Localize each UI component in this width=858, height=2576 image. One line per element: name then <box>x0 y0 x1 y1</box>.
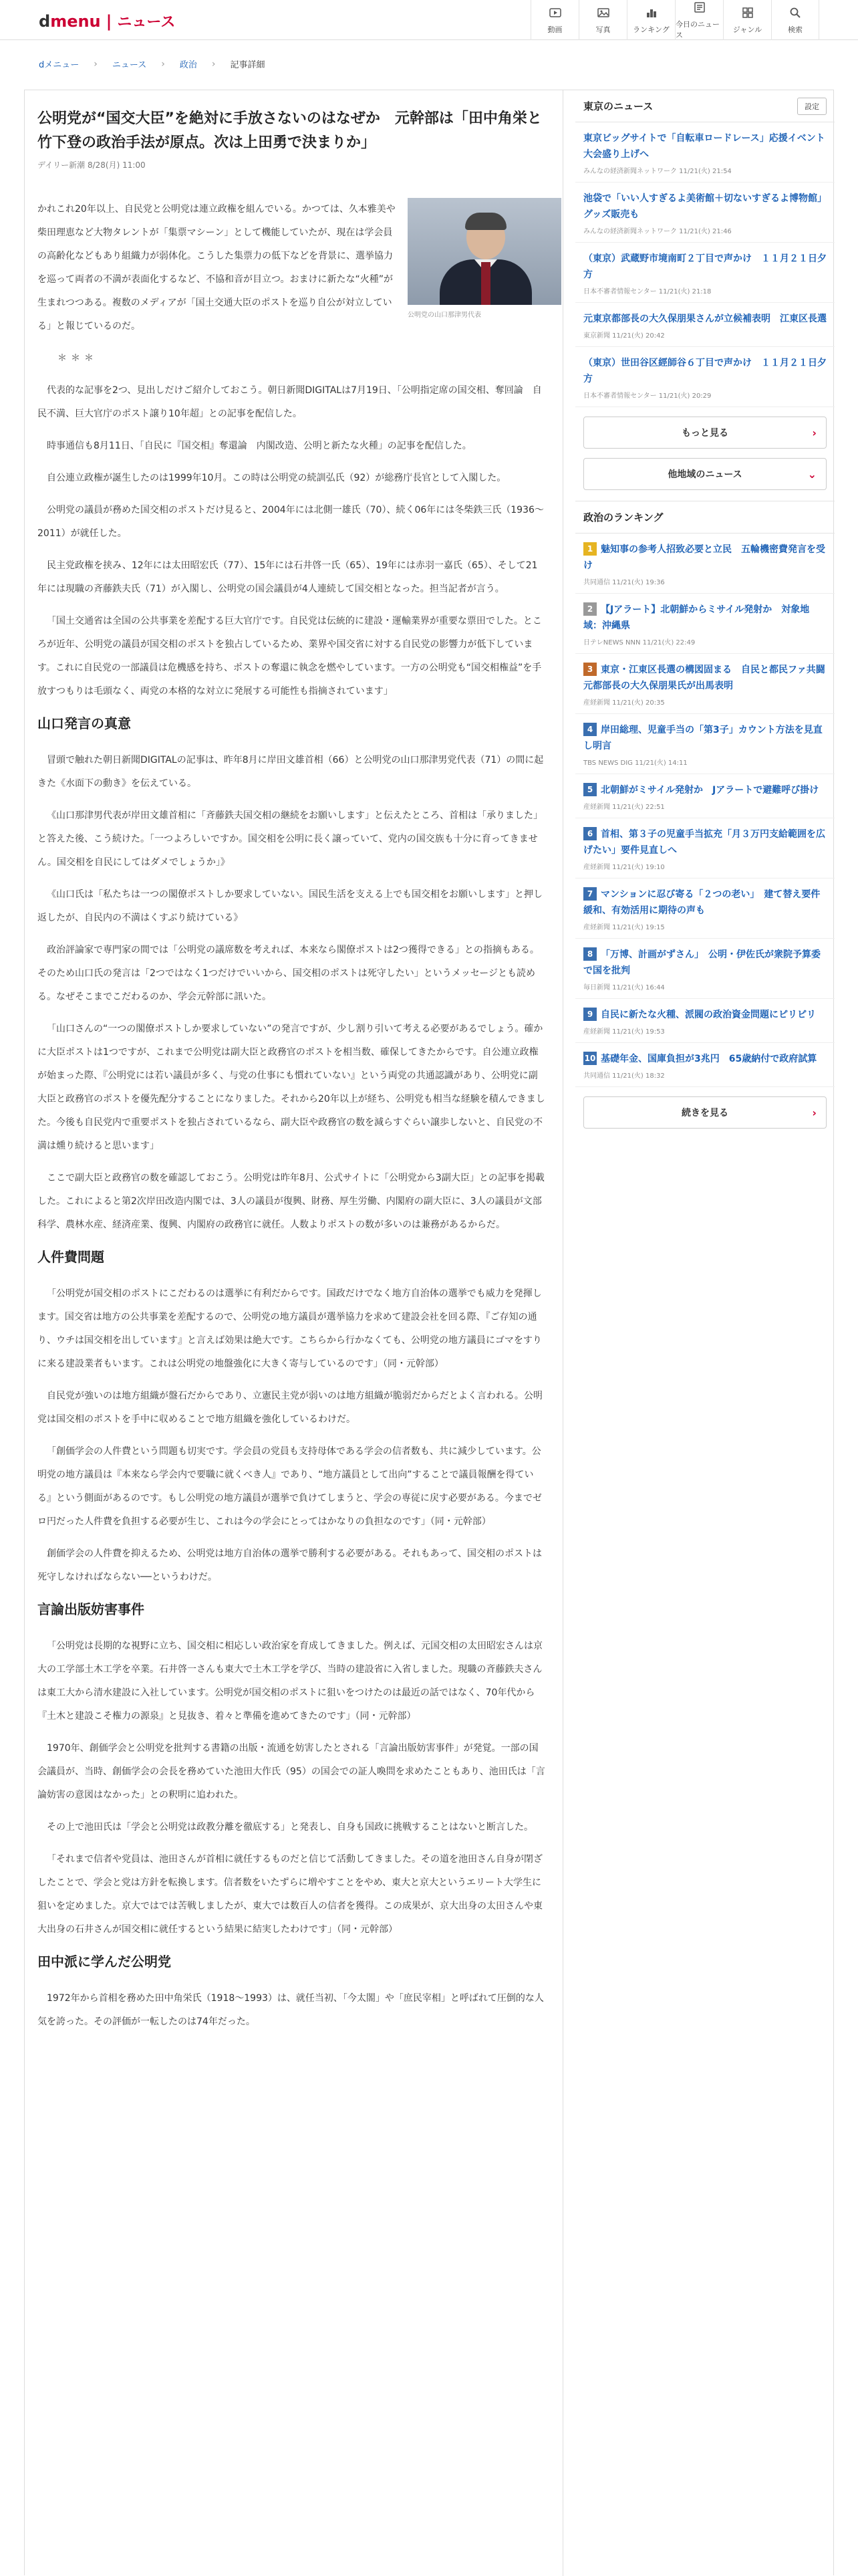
article-paragraph: 1970年、創価学会と公明党を批判する書籍の出版・流通を妨害したとされる「言論出版妨害事件」が発覚。一部の国会議員が、当時、創価学会の会長を務めていた池田大作氏（95）の国会での証人喚問を求めたこともあり、池田氏は「言論妨害の意図はなかった」との釈明に追われた。 <box>37 1743 545 1800</box>
rank-badge: 6 <box>583 827 597 840</box>
news-list-item[interactable] <box>575 347 835 407</box>
article-body <box>37 198 545 2042</box>
nav-label: ランキング <box>633 25 670 34</box>
nav-label: 検索 <box>788 25 803 34</box>
chevron-right-icon: › <box>211 58 216 70</box>
more-news-label: もっと見る <box>682 428 728 439</box>
section-heading: 山口発言の真意 <box>37 715 131 731</box>
ranking-item-title: 東京・江東区長選の構図固まる 自民と都民ファ共闘 元都部長の大久保朋果氏が出馬表明 <box>583 665 835 691</box>
logo-separator: | <box>106 12 112 31</box>
breadcrumb <box>39 57 265 70</box>
video-icon <box>549 6 562 24</box>
article-paragraph: 「山口さんの“一つの閣僚ポストしか要求していない”の発言ですが、少し割り引いて考える必要があるでしょう。確かに大臣ポストは1つですが、これまで公明党は副大臣と政務官のポストを相当数、確保してきたからです。自公連立政権が始まった際、『公明党には若い議員が多く、与党の仕事にも慣れていない』という両党の共通認識があり、公明党に副大臣と政務官のポストを優先配分することになりました。それから20年以上が経ち、公明党も相当な経験を積んできました。今後も自民党内で重要ポストを独占されているなら、副大臣や政務官の数を減らすぐらい譲歩しないと、自民党の不満は燻り続けると思います」 <box>37 1024 545 1151</box>
site-header <box>0 0 858 40</box>
ranking-item-title-row <box>583 602 827 634</box>
ranking-item-title: 岸田総理、児童手当の「第3子」カウント方法を見直し明言 <box>583 725 823 751</box>
breadcrumb-item: 記事詳細 <box>230 60 265 70</box>
breadcrumb-item[interactable]: ニュース <box>112 60 147 70</box>
ranking-item-title: 【Jアラート】北朝鮮からミサイル発射か 対象地域：沖縄県 <box>583 604 810 631</box>
news-list-item[interactable] <box>575 243 835 303</box>
photo-caption: 公明党の山口那津男代表 <box>408 312 481 319</box>
nav-label: ジャンル <box>732 25 762 34</box>
chevron-right-icon: › <box>812 426 817 439</box>
ranking-item-meta: 共同通信 11/21(火) 18:32 <box>583 1072 665 1080</box>
article-paragraph: かれこれ20年以上、自民党と公明党は連立政権を組んでいる。かつては、久本雅美や柴田理恵など大物タレントが「集票マシーン」として機能していたが、現在は学会員の高齢化などもあり組織力が弱体化。こうした集票力の低下などを背景に、選挙協力を巡って両者の不満が表面化するなど、不協和音が目立つ。おまけに新たな“火種”が生まれつつある。複数のメディアが「国土交通大臣のポストを巡り自公が対立している」と報じているのだ。 <box>37 204 396 332</box>
ranking-item-title: 魅知事の参考人招致必要と立民 五輪機密費発言を受け <box>583 544 825 571</box>
chevron-down-icon: ⌄ <box>807 467 817 481</box>
ranking-item[interactable] <box>575 1043 835 1087</box>
article-paragraph: ＊＊＊ <box>57 353 98 364</box>
news-item-title: （東京）武蔵野市境南町２丁目で声かけ １１月２１日夕方 <box>583 253 827 280</box>
rank-badge: 7 <box>583 887 597 901</box>
ranking-item-title: 首相、第３子の児童手当拡充「月３万円支給範囲を広げたい」要件見直しへ <box>583 829 825 856</box>
more-news-button[interactable] <box>583 417 827 449</box>
nav-genre[interactable] <box>723 0 771 40</box>
ranking-item[interactable] <box>575 534 835 594</box>
nav-video[interactable] <box>531 0 579 40</box>
ranking-list <box>575 534 835 1087</box>
rank-badge: 8 <box>583 947 597 961</box>
ranking-item-meta: 産経新聞 11/21(火) 19:10 <box>583 864 665 871</box>
sidebar <box>575 90 835 1129</box>
article-paragraph: 民主党政権を挟み、12年には太田昭宏氏（77）、15年には石井啓一氏（65）、19年には赤羽一嘉氏（65）、そして21年には現職の斉藤鉄夫氏（71）が入閣し、公明党の国会議員が4人連続して国交相となった。担当記者が言う。 <box>37 560 538 594</box>
ranking-item-meta: 産経新聞 11/21(火) 19:53 <box>583 1028 665 1036</box>
tokyo-news-header <box>575 90 835 122</box>
chevron-right-icon: › <box>94 58 98 70</box>
news-item-title: 元東京都部長の大久保朋果さんが立候補表明 江東区長選 <box>583 314 827 324</box>
ranking-item[interactable] <box>575 654 835 714</box>
ranking-item-title-row <box>583 826 827 858</box>
breadcrumb-item[interactable]: dメニュー <box>39 60 80 70</box>
section-heading: 田中派に学んだ公明党 <box>37 1954 171 1970</box>
article-paragraph: 創価学会の人件費を抑えるため、公明党は地方自治体の選挙で勝利する必要がある。それもあって、国交相のポストは死守しなければならない──というわけだ。 <box>37 1548 543 1583</box>
ranking-item[interactable] <box>575 714 835 774</box>
article-paragraph: 《山口那津男代表が岸田文雄首相に「斉藤鉄夫国交相の継続をお願いします」と伝えたところ、首相は「承りました」と答えた後、こう続けた。「一つよろしいですか。国交相を公明に長く譲っていて、党内の国交族も十分に育ってきません。国交相を自民にしてはダメでしょうか」》 <box>37 810 543 868</box>
nav-ranking[interactable] <box>627 0 675 40</box>
ranking-item[interactable] <box>575 594 835 654</box>
section-heading: 人件費問題 <box>37 1249 104 1265</box>
article-paragraph: 政治評論家で専門家の間では「公明党の議席数を考えれば、本来なら閣僚ポストは2つ獲得できる」との指摘もある。そのため山口氏の発言は「2つではなく1つだけでいいから、国交相のポストは死守したい」というメッセージとも読める。なぜそこまでこだわるのか、学会元幹部に訊いた。 <box>37 945 539 1002</box>
ranking-item-title-row <box>583 1007 827 1023</box>
dmenu-news-logo[interactable] <box>39 11 175 31</box>
ranking-item-title-row <box>583 1051 827 1067</box>
article-paragraph: 時事通信も8月11日、「自民に『国交相』奪還論 内閣改造、公明と新たな火種」の記事を配信した。 <box>47 441 472 451</box>
ranking-item-title-row <box>583 722 827 754</box>
ranking-item-meta: 共同通信 11/21(火) 19:36 <box>583 579 665 586</box>
tokyo-news-heading: 東京のニュース <box>583 100 654 112</box>
ranking-icon <box>645 6 658 24</box>
logo-news: ニュース <box>117 14 176 31</box>
ranking-item-meta: 産経新聞 11/21(火) 19:15 <box>583 924 665 931</box>
article-paragraph: 公明党の議員が務めた国交相のポストだけ見ると、2004年には北側一雄氏（70）、続く06年には冬柴鉄三氏（1936〜2011）が就任した。 <box>37 505 544 539</box>
photo-icon <box>597 6 610 24</box>
ranking-item-meta: TBS NEWS DIG 11/21(火) 14:11 <box>583 759 688 767</box>
news-item-meta: 日本不審者情報センター 11/21(火) 20:29 <box>583 392 712 400</box>
ranking-item[interactable] <box>575 818 835 879</box>
genre-icon <box>741 6 754 24</box>
other-region-label: 他地域のニュース <box>668 469 742 480</box>
rank-badge: 5 <box>583 783 597 796</box>
article-paragraph: 「それまで信者や党員は、池田さんが首相に就任するものだと信じて活動してきました。その道を池田さん自身が閉ざしたことで、学会と党は方針を転換します。信者数をいたずらに増やすことをやめ、東大と京大というエリート大学生に狙いを定めました。京大ではでは苦戦しましたが、東大では数百人の信者を獲得。この成果が、京大出身の太田さんや東大出身の石井さんが国交相に就任するという結果に結実したわけです」（同・元幹部） <box>37 1854 543 1935</box>
article-paragraph: その上で池田氏は「学会と公明党は政教分離を徹底する」と発表し、自身も国政に挑戦することはないと断言した。 <box>47 1822 533 1833</box>
chevron-right-icon: › <box>812 1106 817 1119</box>
rank-badge: 3 <box>583 663 597 676</box>
ranking-item-title: 「万博、計画がずさん」 公明・伊佐氏が衆院予算委で国を批判 <box>583 949 821 976</box>
global-nav <box>531 0 819 40</box>
logo-d: d <box>39 12 51 31</box>
news-item-title: （東京）世田谷区經師谷６丁目で声かけ １１月２１日夕方 <box>583 358 827 384</box>
ranking-item-title-row <box>583 887 827 919</box>
article-paragraph: 自公連立政権が誕生したのは1999年10月。この時は公明党の続訓弘氏（92）が総務庁長官として入閣した。 <box>47 473 507 483</box>
ranking-item[interactable] <box>575 939 835 999</box>
other-region-news-button[interactable] <box>583 458 827 490</box>
news-item-title: 東京ビッグサイトで「自転車ロードレース」応援イベント 大会盛り上げへ <box>583 133 835 160</box>
rank-badge: 2 <box>583 602 597 616</box>
news-list-item[interactable] <box>575 183 835 243</box>
article-paragraph: ここで副大臣と政務官の数を確認しておこう。公明党は昨年8月、公式サイトに「公明党から3副大臣」との記事を掲載した。これによると第2次岸田改造内閣では、3人の議員が復興、財務、厚生労働、内閣府の副大臣に、3人の議員が文部科学、農林水産、経済産業、復興、内閣府の政務官に就任。人数よりポストの数が多いのは兼務があるからだ。 <box>37 1173 545 1230</box>
news-item-title: 池袋で「いい人すぎるよ美術館＋切ないすぎるよ博物館」 グッズ販売も <box>583 193 831 220</box>
news-item-meta: 東京新聞 11/21(火) 20:42 <box>583 332 665 340</box>
article-paragraph: 「公明党が国交相のポストにこだわるのは選挙に有利だからです。国政だけでなく地方自治体の選挙でも威力を発揮します。国交省は地方の公共事業を差配するので、公明党の地方議員が選挙協力を求めて建設会社を回る際、『ご存知の通り、ウチは国交相を出しています』と言えば効果は絶大です。こちらから行かなくても、公明党の地方議員にゴマをすりに来る建設業者もいます。これは公明党の地盤強化に大きく寄与しているのです」（同・元幹部） <box>37 1288 542 1369</box>
article-paragraph: 「国土交通省は全国の公共事業を差配する巨大官庁です。自民党は伝統的に建設・運輸業界が重要な票田でした。ところが近年、公明党の議員が国交相のポストを独占しているため、業界や国交省に対する自民党の影響力が低下しています。これに自民党の一部議員は危機感を持ち、ポストの奪還に執念を燃やしています。一方の公明党も“国交相権益”を手放すつもりは毛頭なく、両党の本格的な対立に発展する可能性も指摘されています」 <box>37 616 542 697</box>
rank-badge: 1 <box>583 542 597 556</box>
ranking-heading: 政治のランキング <box>583 511 664 523</box>
ranking-more-button[interactable] <box>583 1096 827 1129</box>
ranking-item-title: マンションに忍び寄る「２つの老い」 建て替え要件緩和、有効活用に期待の声も <box>583 889 821 916</box>
article-paragraph: 《山口氏は「私たちは一つの閣僚ポストしか要求していない。国民生活を支える上でも国交相をお願いします」と押し返したが、自民内の不満はくすぶり続けている》 <box>37 889 543 923</box>
article-title: 公明党が“国交大臣”を絶対に手放さないのはなぜか 元幹部は「田中角栄と竹下登の政治手法が原点。次は上田勇で決まりか」 <box>37 110 542 151</box>
news-list-item[interactable] <box>575 303 835 347</box>
article-paragraph: 1972年から首相を務めた田中角栄氏（1918〜1993）は、就任当初、「今太閤」や「庶民宰相」と呼ばれて圧倒的な人気を誇った。その評価が一転したのは74年だった。 <box>37 1993 544 2027</box>
ranking-header <box>575 501 835 534</box>
region-setting-button[interactable]: 設定 <box>797 98 827 115</box>
news-item-meta: みんなの経済新聞ネットワーク 11/21(火) 21:54 <box>583 168 732 175</box>
news-item-meta: 日本不審者情報センター 11/21(火) 21:18 <box>583 288 712 296</box>
nav-photo[interactable] <box>579 0 627 40</box>
search-icon <box>789 6 802 24</box>
ranking-item-meta: 毎日新聞 11/21(火) 16:44 <box>583 984 665 991</box>
ranking-item-title: 基礎年金、国庫負担が3兆円 65歳納付で政府試算 <box>601 1054 817 1064</box>
ranking-item-title: 自民に新たな火種、派閥の政治資金問題にピリピリ <box>601 1010 816 1020</box>
ranking-item[interactable] <box>575 999 835 1043</box>
article-paragraph: 代表的な記事を2つ、見出しだけご紹介しておこう。朝日新聞DIGITALは7月19日、「公明指定席の国交相、奪回論 自民不満、巨大官庁のポスト譲り10年超」との記事を配信した。 <box>37 385 542 419</box>
article-paragraph: 「公明党は長期的な視野に立ち、国交相に相応しい政治家を育成してきました。例えば、元国交相の太田昭宏さんは京大の工学部土木工学を卒業。石井啓一さんも東大で土木工学を学び、当時の建設省に入省しました。現職の斉藤鉄夫さんは東工大から清水建設に入社しています。公明党が国交相のポストに狙いをつけたのは最近の話ではなく、70年代から『土木と建設こそ権力の源泉』と見抜き、着々と準備を進めてきたのです」（同・元幹部） <box>37 1641 543 1722</box>
ranking-item-title: 北朝鮮がミサイル発射か Jアラートで避難呼び掛け <box>601 785 819 796</box>
nav-label: 動画 <box>547 25 563 34</box>
article-paragraph: 冒頭で触れた朝日新聞DIGITALの記事は、昨年8月に岸田文雄首相（66）と公明党の山口那津男党代表（71）の間に起きた《水面下の動き》を伝えている。 <box>37 755 544 789</box>
ranking-item-title-row <box>583 782 827 798</box>
ranking-item-meta: 産経新聞 11/21(火) 22:51 <box>583 804 665 811</box>
today-news-icon <box>693 1 706 19</box>
logo-menu: menu <box>50 12 101 31</box>
rank-badge: 10 <box>583 1052 597 1065</box>
rank-badge: 9 <box>583 1008 597 1021</box>
ranking-more-label: 続きを見る <box>682 1108 728 1119</box>
news-item-meta: みんなの経済新聞ネットワーク 11/21(火) 21:46 <box>583 228 732 235</box>
ranking-item-meta: 日テレNEWS NNN 11/21(火) 22:49 <box>583 639 696 647</box>
ranking-item-meta: 産経新聞 11/21(火) 20:35 <box>583 699 665 707</box>
ranking-item[interactable] <box>575 879 835 939</box>
article-paragraph: 「創価学会の人件費という問題も切実です。学会員の党員も支持母体である学会の信者数も、共に減少しています。公明党の地方議員は『本来なら学会内で要職に就くべき人』であり、“地方議員として出向”することで議員報酬を得ている』という側面があるのです。もし公明党の地方議員が選挙で負けてしまうと、学会の専従に戻す必要がある。今までゼロ円だった人件費を負担する必要が生じ、これは今の学会にとってはかなりの負担なのです」（同・元幹部） <box>37 1446 542 1527</box>
nav-label: 写真 <box>595 25 611 34</box>
ranking-item-title-row <box>583 947 827 979</box>
article-paragraph: 自民党が強いのは地方組織が盤石だからであり、立憲民主党が弱いのは地方組織が脆弱だからだとよく言われる。公明党は国交相のポストを手中に収めることで地方組織を強化しているわけだ。 <box>37 1391 543 1425</box>
ranking-item[interactable] <box>575 774 835 818</box>
nav-today-news[interactable] <box>675 0 723 40</box>
news-list-item[interactable] <box>575 122 835 183</box>
chevron-right-icon: › <box>161 58 165 70</box>
section-heading: 言論出版妨害事件 <box>37 1601 144 1617</box>
breadcrumb-item[interactable]: 政治 <box>179 60 197 70</box>
ranking-item-title-row <box>583 662 835 694</box>
rank-badge: 4 <box>583 723 597 736</box>
tokyo-news-list <box>575 122 835 407</box>
ranking-item-title-row <box>583 542 827 574</box>
tokyo-news-box <box>575 90 835 501</box>
ranking-box <box>575 501 835 1129</box>
nav-search[interactable] <box>771 0 819 40</box>
article-byline: デイリー新潮 8/28(月) 11:00 <box>37 160 146 170</box>
nav-label: 今日のニュース <box>676 19 720 39</box>
